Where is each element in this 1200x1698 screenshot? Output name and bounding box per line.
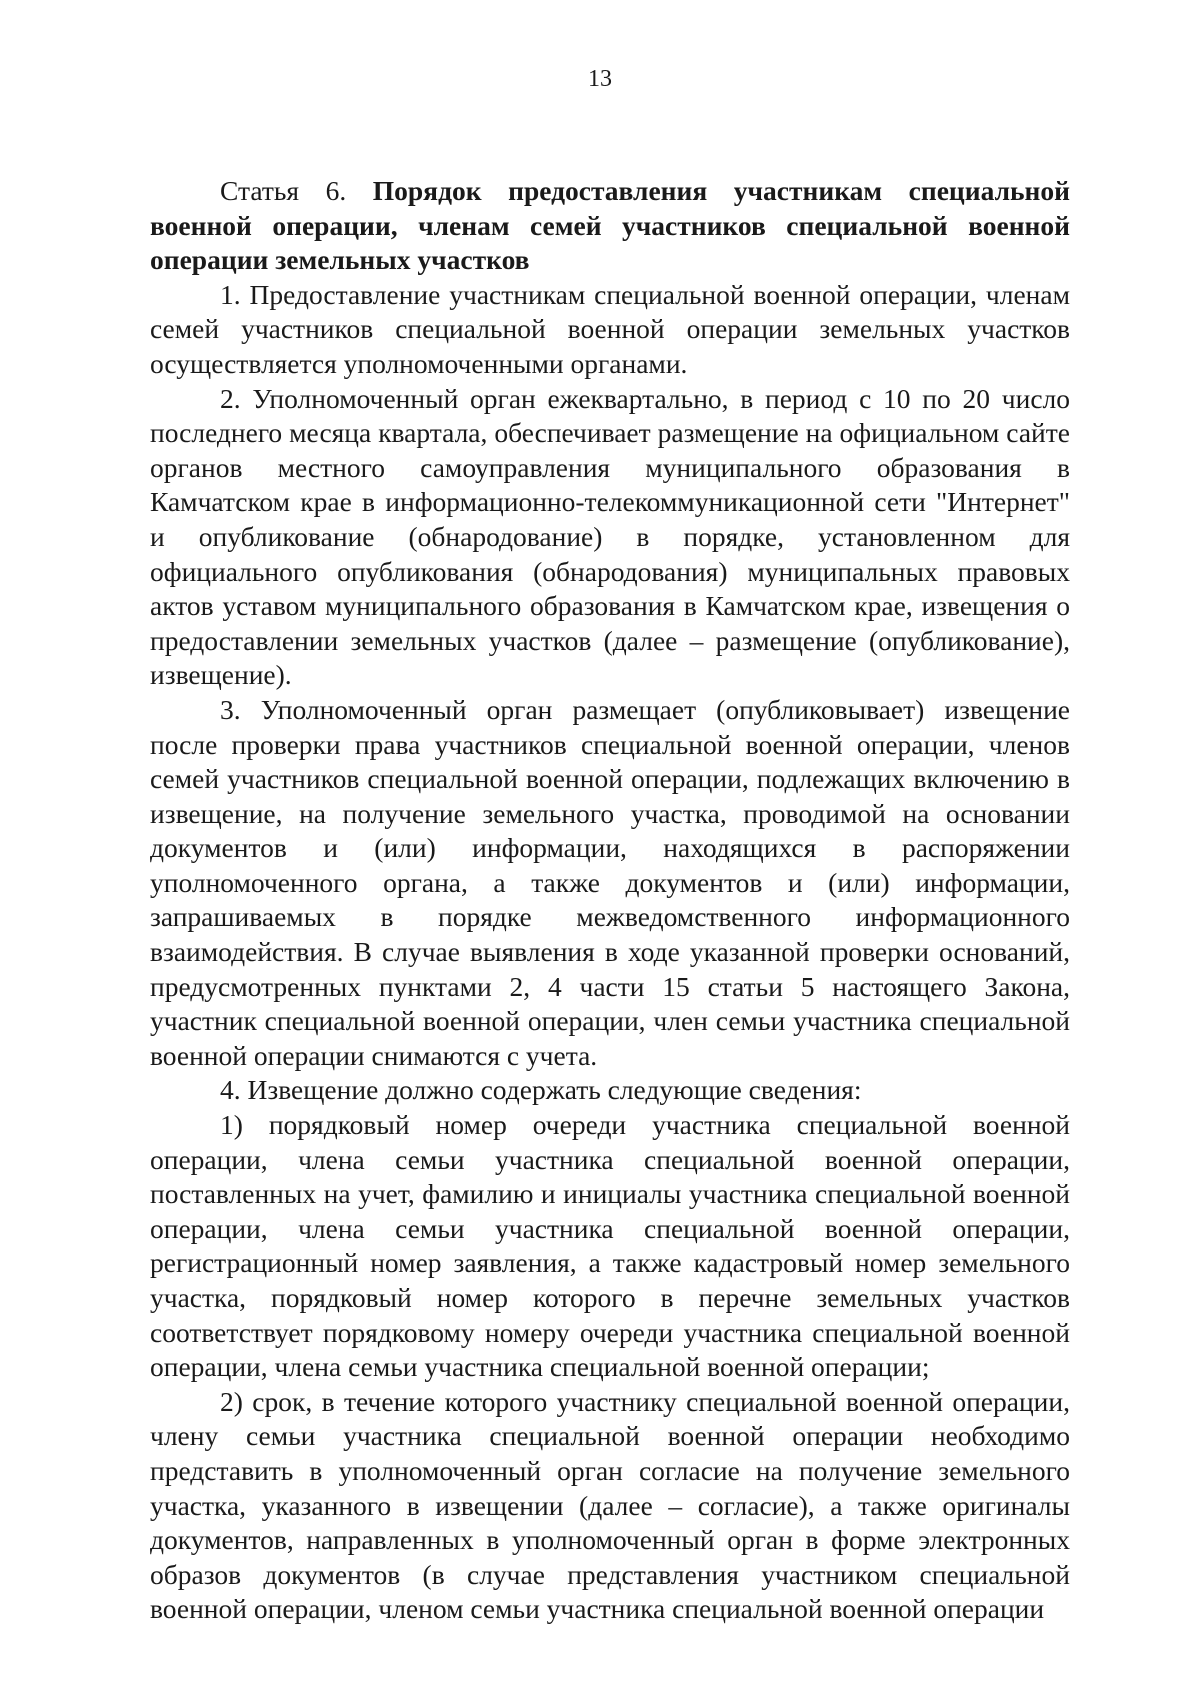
- subitem-2: 2) срок, в течение которого участнику специальной военной операции, члену семьи участника специальной военной операции необходимо представить в уполномоченный орган согласие на получение земельного участка, указанного в извещении (далее – согласие), а также оригиналы документов, направленных в уполномоченный орган в форме электронных образов документов (в случае представления участником специальной военной операции, членом семьи участника специальной военной операции: [150, 1385, 1070, 1625]
- paragraph-1: 1. Предоставление участникам специальной военной операции, членам семей участников специальной военной операции земельных участков осуществляется уполномоченными органами.: [150, 278, 1070, 379]
- subitem-1: 1) порядковый номер очереди участника специальной военной операции, члена семьи участника специальной военной операции, поставленных на учет, фамилию и инициалы участника специальной военной операции, члена семьи участника специальной военной операции, регистрационный номер заявления, а также кадастровый номер земельного участка, порядковый номер которого в перечне земельных участков соответствует порядковому номеру очереди участника специальной военной операции, члена семьи участника специальной военной операции;: [150, 1109, 1070, 1383]
- article-heading: [150, 174, 1070, 278]
- article-label: Статья 6.: [220, 175, 347, 206]
- paragraph-3: 3. Уполномоченный орган размещает (опубликовывает) извещение после проверки права участников специальной военной операции, членов семей участников специальной военной операции, подлежащих включению в извещение, на получение земельного участка, проводимой на основании документов и (или) информации, находящихся в распоряжении уполномоченного органа, а также документов и (или) информации, запрашиваемых в порядке межведомственного информационного взаимодействия. В случае выявления в ходе указанной проверки оснований, предусмотренных пунктами 2, 4 части 15 статьи 5 настоящего Закона, участник специальной военной операции, член семьи участника специальной военной операции снимаются с учета.: [150, 693, 1070, 1071]
- paragraph-4: 4. Извещение должно содержать следующие сведения:: [220, 1074, 862, 1106]
- document-body: [150, 174, 1070, 1627]
- page-number: 13: [588, 66, 612, 92]
- paragraph-2: 2. Уполномоченный орган ежеквартально, в период с 10 по 20 число последнего месяца квартала, обеспечивает размещение на официальном сайте органов местного самоуправления муниципального образования в Камчатском крае в информационно-телекоммуникационной сети "Интернет" и опубликование (обнародование) в порядке, установленном для официального опубликования (обнародования) муниципальных правовых актов уставом муниципального образования в Камчатском крае, извещения о предоставлении земельных участков (далее – размещение (опубликование), извещение).: [150, 382, 1070, 691]
- article-title: Порядок предоставления участникам специальной военной операции, членам семей участников специальной военной операции земельных участков: [150, 175, 1070, 276]
